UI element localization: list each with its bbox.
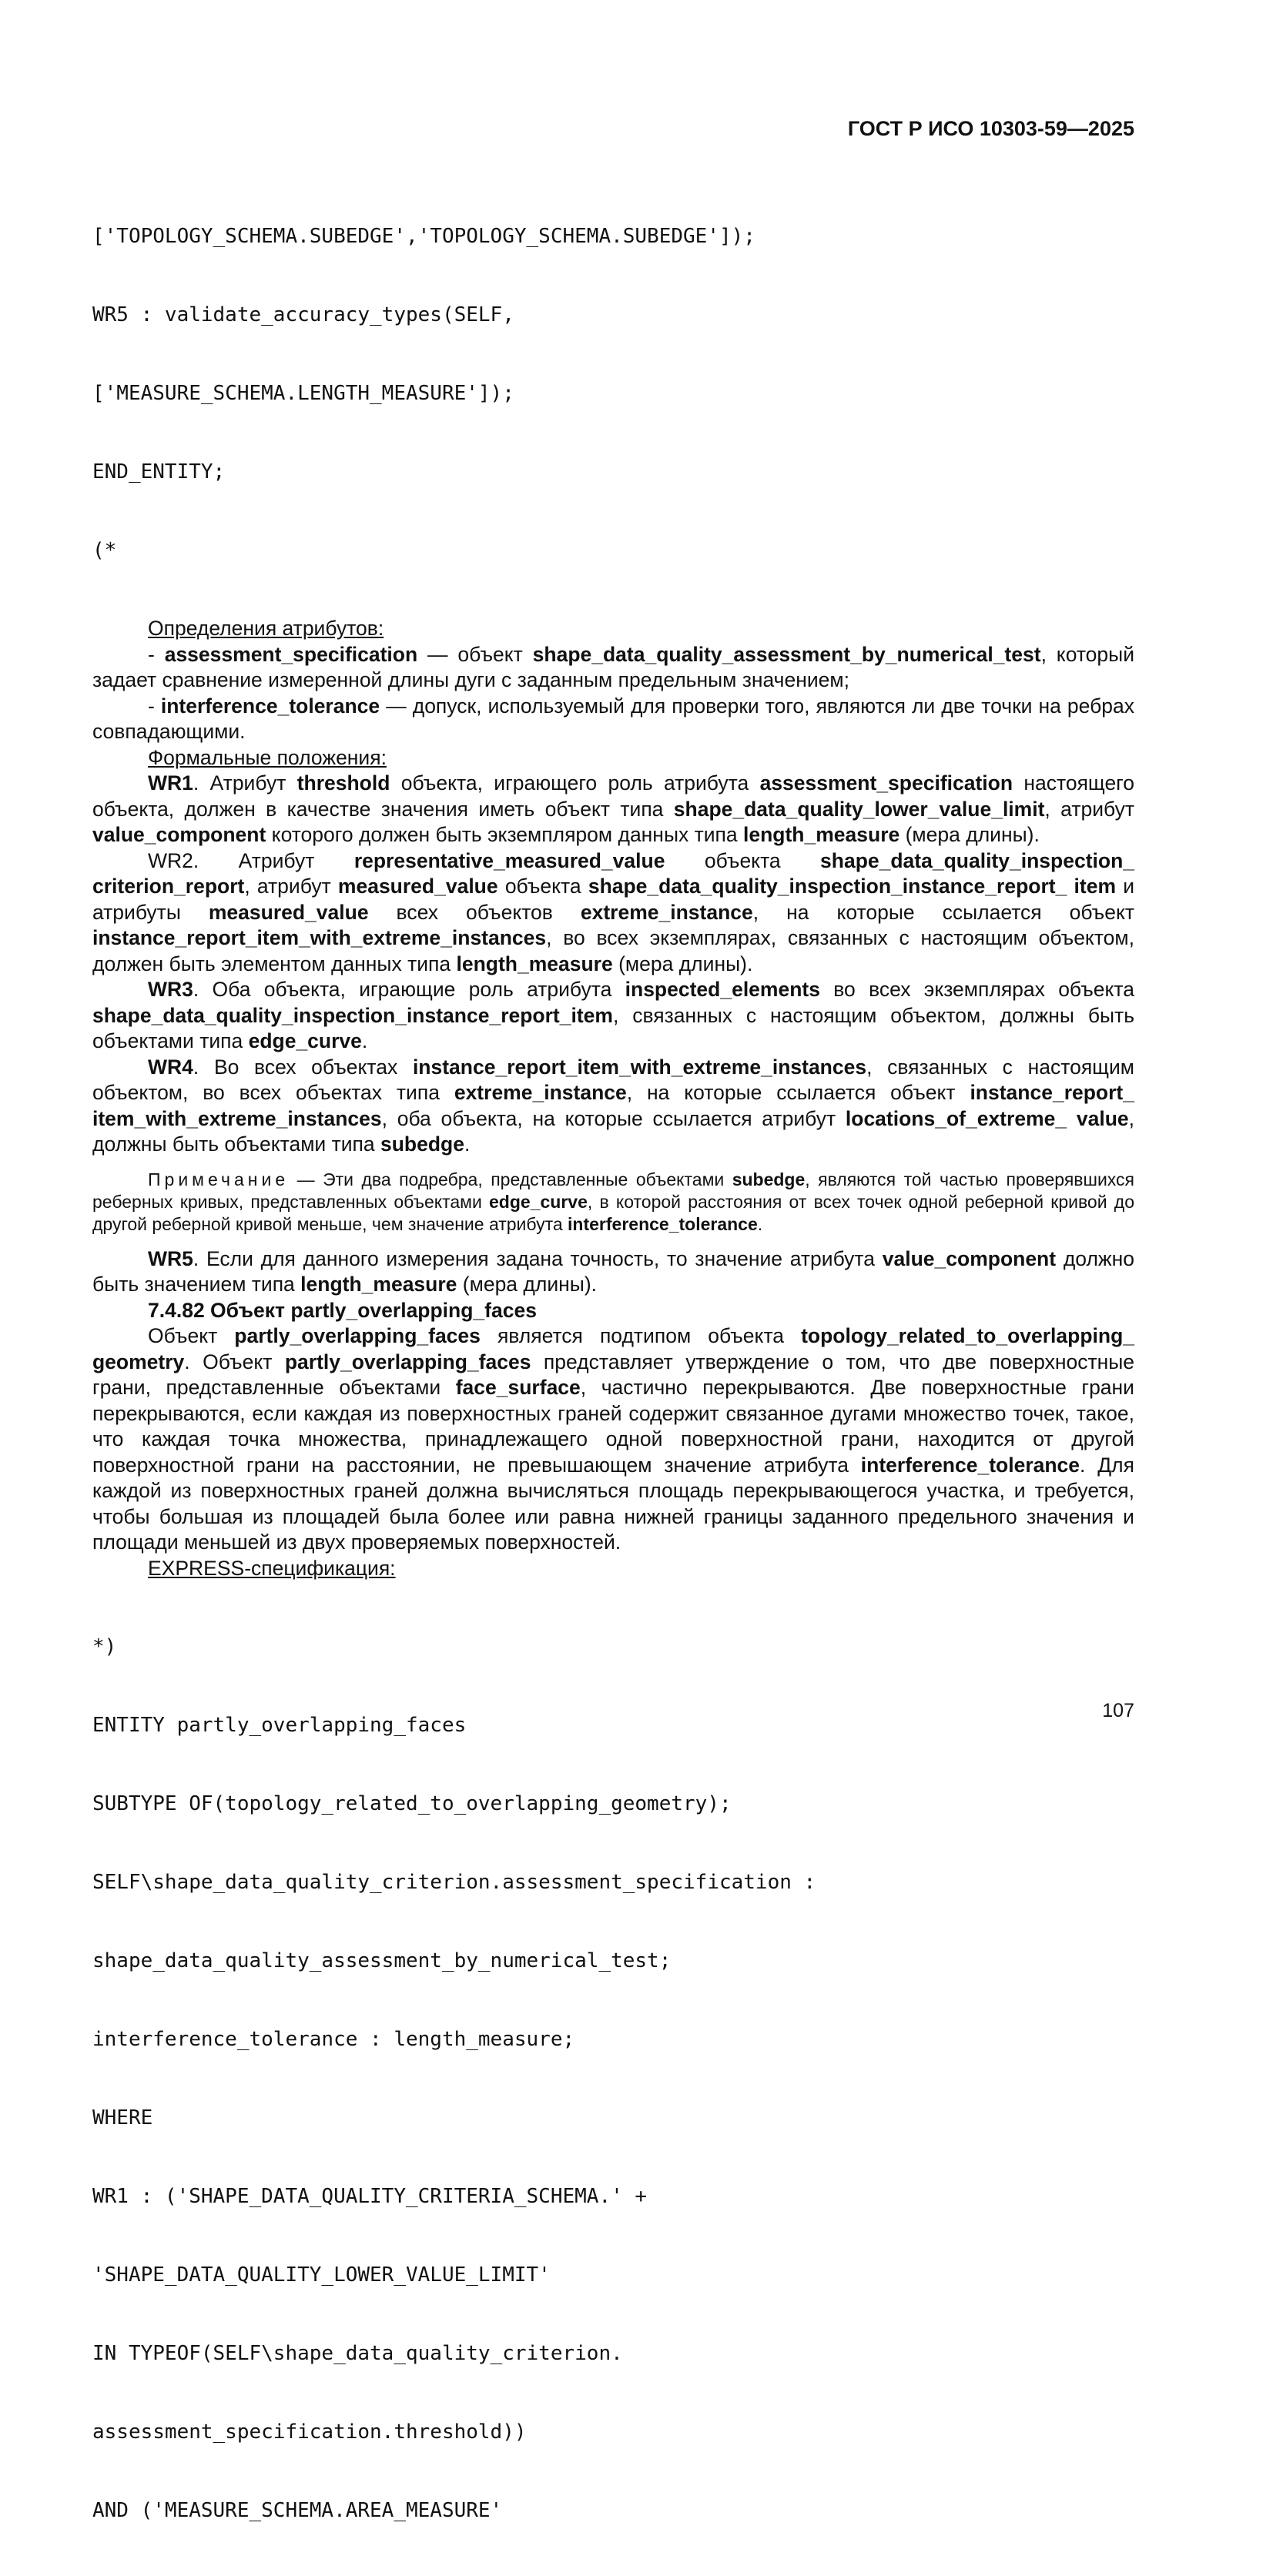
code-line: ['TOPOLOGY_SCHEMA.SUBEDGE','TOPOLOGY_SCHEMA.SUBEDGE']); — [92, 225, 755, 248]
code-line: WHERE — [92, 2106, 153, 2129]
code-line: interference_tolerance : length_measure; — [92, 2028, 575, 2051]
code-line: ['MEASURE_SCHEMA.LENGTH_MEASURE']); — [92, 382, 514, 405]
code-line: END_ENTITY; — [92, 460, 226, 483]
express-heading: EXPRESS-спецификация: — [148, 1556, 396, 1580]
code-line: (* — [92, 539, 117, 562]
rule-wr1: WR1. Атрибут threshold объекта, играющего роль атрибута assessment_specification настоящего объекта, должен в качестве значения иметь объект типа shape_data_quality_lower_value_limit, атрибут value_component которого должен быть экземпляром данных типа length_measure (мера длины). — [92, 771, 1134, 846]
code-line: ENTITY partly_overlapping_faces — [92, 1714, 467, 1737]
code-line: WR1 : ('SHAPE_DATA_QUALITY_CRITERIA_SCHEMA.' + — [92, 2185, 648, 2208]
code-line: *) — [92, 1635, 117, 1658]
section-heading: 7.4.82 Объект partly_overlapping_faces — [148, 1298, 537, 1322]
attr-def-interference-tolerance: - interference_tolerance — допуск, используемый для проверки того, являются ли две точки на ребрах совпадающими. — [92, 694, 1135, 743]
section-description: Объект partly_overlapping_faces является подтипом объекта topology_related_to_overlapping_ geometry. Объект partly_overlapping_faces представляет утверждение о том, что две поверхностные грани, представленные объектами face_surface, частично перекрываются. Две поверхностные грани перекрываются, если каждая из поверхностных граней содержит связанное дугами множество точек, такое, что каждая точка множества, принадлежащего одной поверхностной грани, находится от другой поверхностной грани на расстоянии, не превышающем значение атрибута interference_tolerance. Для каждой из поверхностных граней должна вычисляться площадь перекрывающегося участка, и требуется, чтобы большая из площадей была более или равна нижней границы заданного предельного значения и площади меньшей из двух проверяемых поверхностей. — [92, 1324, 1135, 1554]
code-line: SELF\shape_data_quality_criterion.assessment_specification : — [92, 1871, 816, 1894]
rule-wr5: WR5. Если для данного измерения задана точность, то значение атрибута value_component должно быть значением типа length_measure (мера длины). — [92, 1246, 1135, 1296]
rule-wr3: WR3. Оба объекта, играющие роль атрибута inspected_elements во всех экземплярах объекта shape_data_quality_inspection_instance_report_item, связанных с настоящим объектом, должны быть объектами типа edge_curve. — [92, 978, 1134, 1052]
code-line: WR5 : validate_accuracy_types(SELF, — [92, 303, 514, 326]
code-block-bottom — [92, 1581, 1134, 2576]
code-line: assessment_specification.threshold)) — [92, 2420, 527, 2444]
formal-heading: Формальные положения: — [148, 745, 387, 769]
code-line: AND ('MEASURE_SCHEMA.AREA_MEASURE' — [92, 2499, 503, 2522]
attr-defs-heading: Определения атрибутов: — [148, 617, 384, 640]
rule-wr2: WR2. Атрибут representative_measured_value объекта shape_data_quality_inspection_ criterion_report, атрибут measured_value объекта shape_data_quality_inspection_instance_report_ item и атрибуты measured_value всех объектов extreme_instance, на которые ссылается объект instance_report_item_with_extreme_instances, во всех экземплярах, связанных с настоящим объектом, должен быть элементом данных типа length_measure (мера длины). — [92, 848, 1135, 975]
rule-wr4: WR4. Во всех объектах instance_report_item_with_extreme_instances, связанных с настоящим объектом, во всех объектах типа extreme_instance, на которые ссылается объект instance_report_ item_with_extreme_instances, оба объекта, на которые ссылается атрибут locations_of_extreme_ value, должны быть объектами типа subedge. — [92, 1055, 1134, 1156]
page-content — [92, 171, 1134, 2576]
code-line: shape_data_quality_assessment_by_numerical_test; — [92, 1949, 672, 1972]
standard-header: ГОСТ Р ИСО 10303-59—2025 — [847, 117, 1134, 140]
code-line: IN TYPEOF(SELF\shape_data_quality_criterion. — [92, 2342, 623, 2365]
code-line: 'SHAPE_DATA_QUALITY_LOWER_VALUE_LIMIT' — [92, 2263, 551, 2287]
note-paragraph: Примечание — Эти два подребра, представленные объектами subedge, являются той частью проверявшихся реберных кривых, представленных объектами edge_curve, в которой расстояния от всех точек одной реберной кривой до другой реберной кривой меньше, чем значение атрибута interference_tolerance. — [92, 1169, 1134, 1234]
page-number: 107 — [1102, 1700, 1134, 1721]
code-line: SUBTYPE OF(topology_related_to_overlapping_geometry); — [92, 1792, 732, 1815]
attr-def-assessment-specification: - assessment_specification — объект shape_data_quality_assessment_by_numerical_test, который задает сравнение измеренной длины дуги с заданным предельным значением; — [92, 642, 1135, 691]
body-text — [92, 616, 1134, 1581]
code-block-top — [92, 171, 1134, 616]
